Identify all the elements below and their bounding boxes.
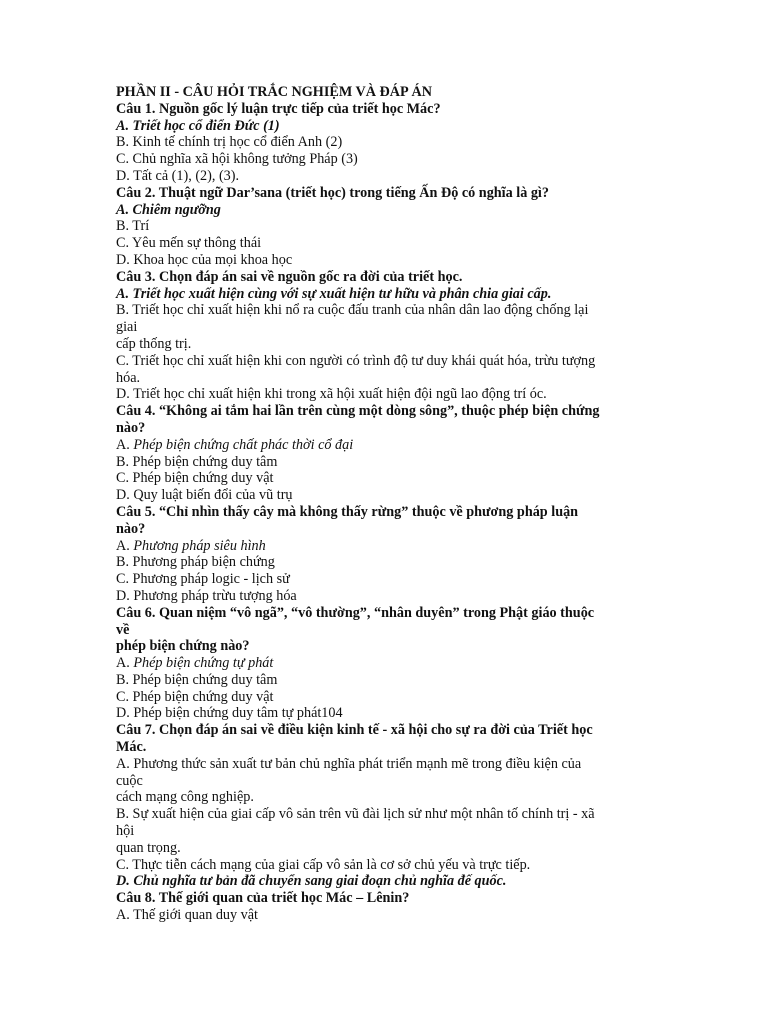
question-block [116,403,656,504]
answer-option: D. Phương pháp trừu tượng hóa [116,587,297,604]
answer-option: C. Chủ nghĩa xã hội không tưởng Pháp (3) [116,151,358,168]
document-body [116,84,656,924]
answer-option: C. Phép biện chứng duy vật [116,688,274,705]
answer-option: D. Khoa học của mọi khoa học [116,251,293,268]
option-text: Phép biện chứng chất phác thời cổ đại [133,436,354,453]
answer-option: A. Triết học xuất hiện cùng với sự xuất hiện tư hữu và phân chia giai cấp. [116,285,552,302]
question-text: Câu 5. “Chỉ nhìn thấy cây mà không thấy rừng” thuộc về phương pháp luận [116,503,579,520]
question-block [116,890,656,924]
answer-option: hội [116,823,135,840]
answer-option: C. Phương pháp logic - lịch sử [116,571,290,588]
answer-option: C. Triết học chỉ xuất hiện khi con người có trình độ tư duy khái quát hóa, trừu tượng [116,352,596,369]
question-text: Câu 7. Chọn đáp án sai về điều kiện kinh tế - xã hội cho sự ra đời của Triết học [116,722,593,739]
question-text: nào? [116,419,146,436]
answer-option: C. Phép biện chứng duy vật [116,470,274,487]
answer-option: A. Chiêm ngưỡng [116,201,221,218]
question-block [116,101,656,185]
answer-option: cấp thống trị. [116,335,192,352]
question-block [116,722,656,890]
answer-option: D. Tất cả (1), (2), (3). [116,167,240,184]
answer-option: C. Yêu mến sự thông thái [116,235,262,252]
answer-option: B. Phương pháp biện chứng [116,554,275,571]
question-text: Câu 8. Thế giới quan của triết học Mác – Lênin? [116,890,410,907]
answer-option: B. Triết học chỉ xuất hiện khi nổ ra cuộc đấu tranh của nhân dân lao động chống lại [116,302,589,319]
question-text: Câu 4. “Không ai tắm hai lần trên cùng một dòng sông”, thuộc phép biện chứng [116,403,600,420]
question-text: về [116,621,130,638]
option-letter: A. [116,655,134,672]
option-letter: A. [116,436,134,453]
question-block [116,605,656,723]
question-block [116,269,656,403]
answer-option: cách mạng công nghiệp. [116,789,254,806]
question-text: Câu 3. Chọn đáp án sai về nguồn gốc ra đời của triết học. [116,268,463,285]
option-letter: A. [116,537,134,554]
question-text: Câu 1. Nguồn gốc lý luận trực tiếp của triết học Mác? [116,100,441,117]
answer-option: A. Thế giới quan duy vật [116,907,258,924]
answer-option: B. Phép biện chứng duy tâm [116,671,278,688]
answer-option: cuộc [116,772,143,789]
answer-option: A. Triết học cổ điển Đức (1) [116,117,280,134]
question-text: Câu 2. Thuật ngữ Dar’sana (triết học) trong tiếng Ấn Độ có nghĩa là gì? [116,184,549,201]
question-text: Mác. [116,739,147,756]
answer-option: B. Kinh tế chính trị học cổ điển Anh (2) [116,134,343,151]
question-text: nào? [116,520,146,537]
answer-option: D. Triết học chỉ xuất hiện khi trong xã hội xuất hiện đội ngũ lao động trí óc. [116,386,547,403]
answer-option: D. Chủ nghĩa tư bản đã chuyển sang giai đoạn chủ nghĩa đế quốc. [116,873,507,890]
answer-option: C. Thực tiễn cách mạng của giai cấp vô sản là cơ sở chủ yếu và trực tiếp. [116,856,531,873]
question-block [116,185,656,269]
question-block [116,504,656,605]
answer-option [116,538,656,555]
option-text: Phép biện chứng tự phát [133,655,274,672]
answer-option: D. Phép biện chứng duy tâm tự phát104 [116,705,343,722]
answer-option: hóa. [116,369,141,386]
answer-option: D. Quy luật biến đổi của vũ trụ [116,487,293,504]
answer-option: quan trọng. [116,839,181,856]
answer-option: B. Sự xuất hiện của giai cấp vô sản trên vũ đài lịch sử như một nhân tố chính trị - xã [116,806,595,823]
answer-option: B. Phép biện chứng duy tâm [116,453,278,470]
option-text: Phương pháp siêu hình [133,537,266,554]
question-text: Câu 6. Quan niệm “vô ngã”, “vô thường”, “nhân duyên” trong Phật giáo thuộc [116,604,595,621]
answer-option: B. Trí [116,218,150,235]
question-text: phép biện chứng nào? [116,638,250,655]
answer-option: giai [116,319,138,336]
answer-option [116,437,656,454]
answer-option: A. Phương thức sản xuất tư bản chủ nghĩa phát triển mạnh mẽ trong điều kiện của [116,755,582,772]
answer-option [116,655,656,672]
document-title: PHẦN II - CÂU HỎI TRẮC NGHIỆM VÀ ĐÁP ÁN [116,84,432,100]
